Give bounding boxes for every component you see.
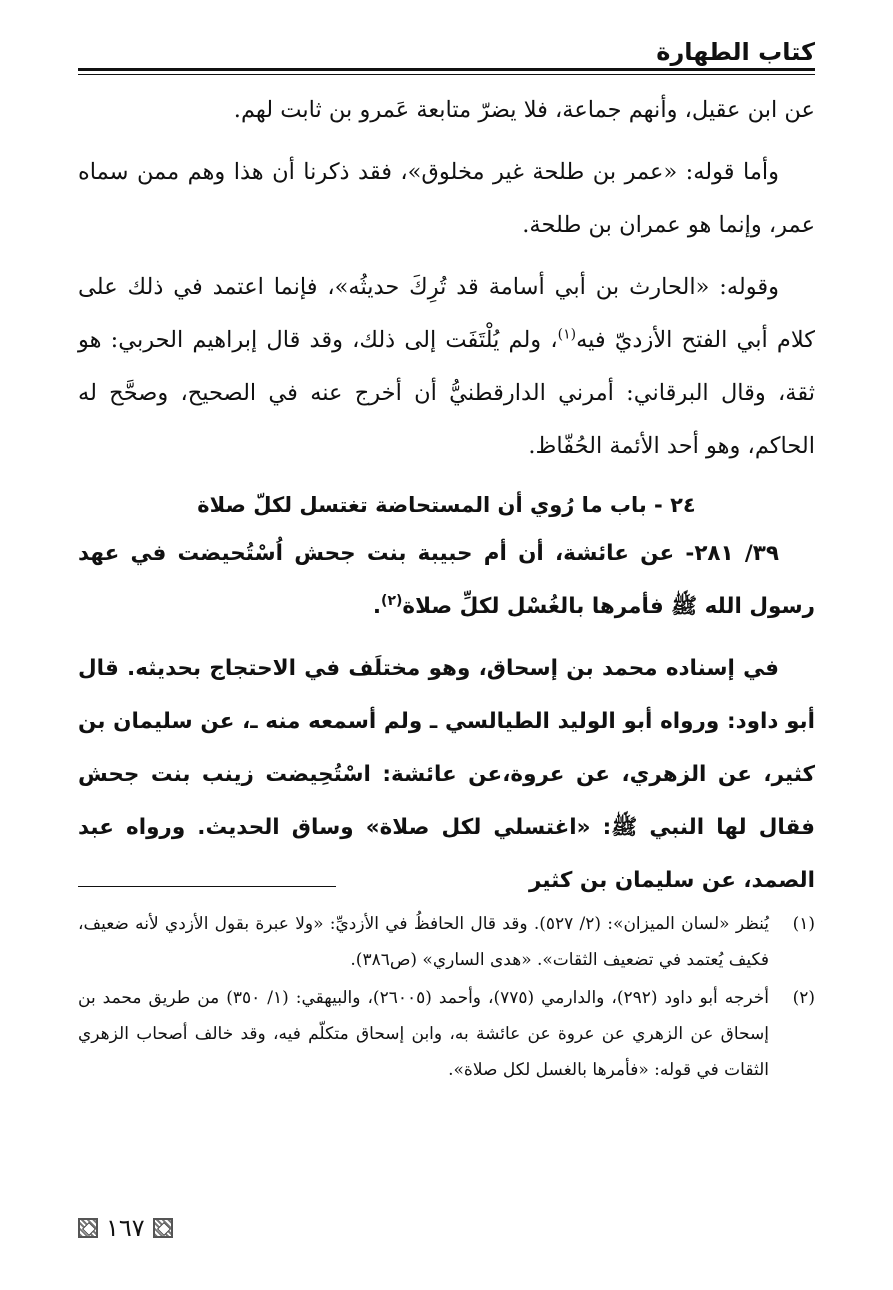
footnote-number: (١) bbox=[792, 914, 815, 934]
running-header-title: كتاب الطهارة bbox=[656, 38, 815, 66]
footnote-text: يُنظر «لسان الميزان»: (٢/ ٥٢٧). وقد قال الحافظُ في الأزديِّ: «ولا عبرة بقول الأزدي لأنه ضعيف، فكيف يُعتمد في تضعيف الثقات». «هدى الساري» (ص٣٨٦). bbox=[78, 914, 770, 970]
paragraph-1: عن ابن عقيل، وأنهم جماعة، فلا يضرّ متابعة عَمرو بن ثابت لهم. bbox=[233, 97, 815, 123]
section-heading: ٢٤ - باب ما رُوي أن المستحاضة تغتسل لكلّ صلاة bbox=[197, 493, 696, 517]
header-rule-thin bbox=[78, 74, 815, 75]
paragraph-3-part-b: ، ولم يُلْتَفَت إلى ذلك، وقد قال إبراهيم الحربي: هو ثقة، وقال البرقاني: أمرني الدارقطنيُّ أن أخرج عنه في الصحيح، وصحَّح له الحاكم، وهو أحد الأئمة الحُفّاظ. bbox=[78, 327, 815, 459]
footnote-1 bbox=[78, 906, 815, 978]
footnote-2 bbox=[78, 980, 815, 1088]
ornament-left-icon bbox=[78, 1218, 98, 1238]
paragraph-2: وأما قوله: «عمر بن طلحة غير مخلوق»، فقد ذكرنا أن هذا وهم ممن سماه عمر، وإنما هو عمران بن طلحة. bbox=[78, 159, 815, 238]
header-rule-thick bbox=[78, 68, 815, 71]
hadith-text bbox=[78, 527, 815, 633]
footnote-text: أخرجه أبو داود (٢٩٢)، والدارمي (٧٧٥)، وأحمد (٢٦٠٠٥)، والبيهقي: (١/ ٣٥٠) من طريق محمد بن إسحاق عن الزهري عن عروة عن عائشة به، وابن إسحاق متكلّم فيه، وقد خالف أصحاب الزهري الثقات في قوله: «فأمرها بالغسل لكل صلاة». bbox=[78, 988, 769, 1080]
main-text bbox=[78, 84, 815, 907]
footnote-separator bbox=[78, 886, 336, 887]
paragraph-3-part-a: وقوله: «الحارث بن أبي أسامة قد تُرِكَ حديثُه»، فإنما اعتمد في ذلك على كلام أبي الفتح الأزديّ فيه bbox=[78, 274, 815, 353]
page-number-block bbox=[78, 1214, 173, 1242]
hadith-text-main: ٣٩/ ٢٨١- عن عائشة، أن أم حبيبة بنت جحش اُسْتُحيضت في عهد رسول الله ﷺ فأمرها بالغُسْل لكلِّ صلاة bbox=[78, 541, 815, 619]
footnote-ref-1[interactable]: (١) bbox=[557, 326, 577, 343]
footnotes bbox=[78, 906, 815, 1090]
book-page bbox=[78, 0, 815, 1290]
commentary-paragraph: في إسناده محمد بن إسحاق، وهو مختلَف في الاحتجاج بحديثه. قال أبو داود: ورواه أبو الوليد الطيالسي ـ ولم أسمعه منه ـ، عن سليمان بن كثير، عن الزهري، عن عروة،عن عائشة: اسْتُحِيضت زينب بنت جحش فقال لها النبي ﷺ: «اغتسلي لكل صلاة» وساق الحديث. ورواه عبد الصمد، عن سليمان بن كثير bbox=[78, 656, 815, 893]
paragraph-3 bbox=[78, 261, 815, 473]
page-number: ١٦٧ bbox=[106, 1214, 145, 1242]
hadith-text-end: . bbox=[372, 594, 382, 619]
footnote-ref-2[interactable]: (٢) bbox=[381, 592, 403, 609]
ornament-right-icon bbox=[153, 1218, 173, 1238]
footnote-number: (٢) bbox=[792, 988, 815, 1008]
